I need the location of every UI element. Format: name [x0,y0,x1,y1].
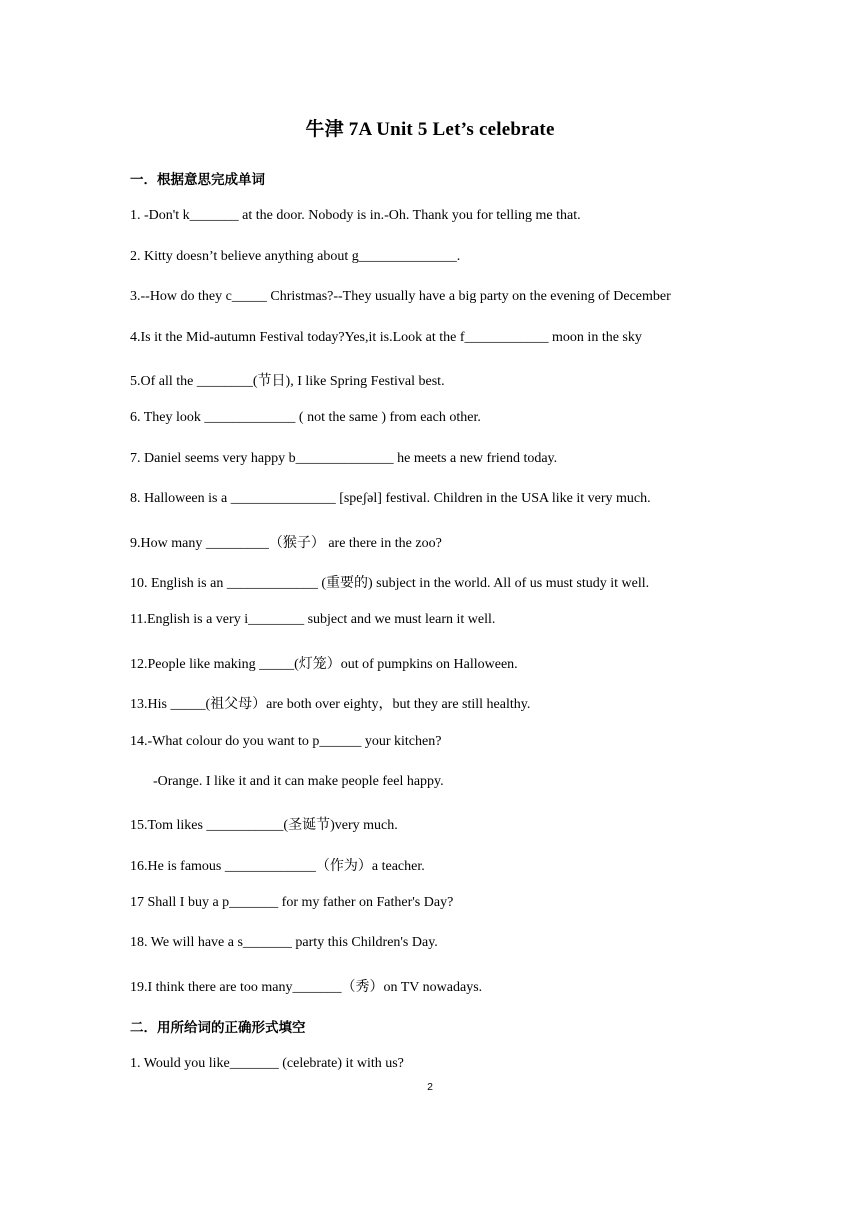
section-heading-2: 二．用所给词的正确形式填空 [130,1020,306,1036]
question-line: 4.Is it the Mid-autumn Festival today?Yes,it is.Look at the f____________ moon in the sky [130,330,642,345]
question-line: 19.I think there are too many_______（秀）on TV nowadays. [130,980,483,995]
question-line: 1. -Don't k_______ at the door. Nobody is in.-Oh. Thank you for telling me that. [130,208,581,223]
question-line: 11.English is a very i________ subject and we must learn it well. [130,612,496,627]
question-line: 9.How many _________（猴子） are there in the zoo? [130,536,442,551]
question-line: 8. Halloween is a _______________ [speʃəl] festival. Children in the USA like it very much. [130,491,651,506]
question-line: 5.Of all the ________(节日), I like Spring Festival best. [130,374,445,389]
question-line: 18. We will have a s_______ party this Children's Day. [130,935,438,950]
question-line: 1. Would you like_______ (celebrate) it with us? [130,1056,404,1071]
page-title: 牛津 7A Unit 5 Let’s celebrate [305,119,555,140]
question-line-continuation: -Orange. I like it and it can make people feel happy. [153,774,444,789]
question-line: 14.-What colour do you want to p______ your kitchen? [130,734,442,749]
question-line: 12.People like making _____(灯笼）out of pumpkins on Halloween. [130,657,518,672]
question-line: 7. Daniel seems very happy b______________ he meets a new friend today. [130,451,558,466]
page-number: 2 [427,1081,433,1093]
question-line: 15.Tom likes ___________(圣诞节)very much. [130,818,398,833]
question-line: 3.--How do they c_____ Christmas?--They usually have a big party on the evening of December [130,289,671,304]
section-heading-1: 一．根据意思完成单词 [130,172,265,188]
question-line: 16.He is famous _____________（作为）a teacher. [130,859,425,874]
question-line: 2. Kitty doesn’t believe anything about g______________. [130,249,461,264]
question-line: 17 Shall I buy a p_______ for my father on Father's Day? [130,895,454,910]
question-line: 13.His _____(祖父母）are both over eighty，but they are still healthy. [130,697,531,712]
question-line: 10. English is an _____________ (重要的) subject in the world. All of us must study it well. [130,576,650,591]
question-line: 6. They look _____________ ( not the same ) from each other. [130,410,481,425]
